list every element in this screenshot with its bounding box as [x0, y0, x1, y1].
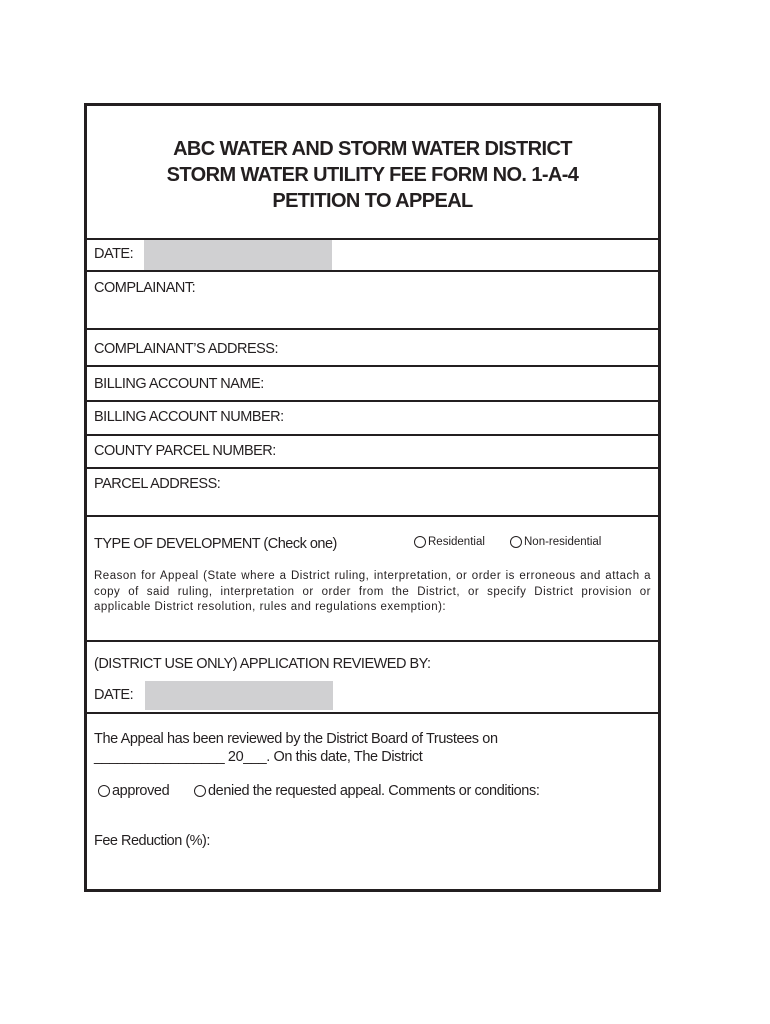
reviewed-by-label: (DISTRICT USE ONLY) APPLICATION REVIEWED BY: — [94, 656, 431, 672]
non-residential-radio[interactable] — [510, 536, 522, 548]
date-input[interactable] — [144, 240, 332, 270]
billing-account-name-label: BILLING ACCOUNT NAME: — [94, 376, 264, 392]
form-title-line-3: PETITION TO APPEAL — [272, 190, 473, 212]
review-date-label: DATE: — [94, 687, 134, 703]
non-residential-option[interactable] — [510, 536, 601, 548]
divider — [87, 640, 658, 642]
date-label: DATE: — [94, 246, 134, 262]
form-title-line-1: ABC WATER AND STORM WATER DISTRICT — [173, 138, 572, 160]
board-review-line-2: _________________ 20___. On this date, The District — [94, 749, 423, 765]
approved-label: approved — [112, 783, 170, 799]
fee-reduction-label: Fee Reduction (%): — [94, 833, 210, 849]
complainant-field[interactable] — [87, 272, 658, 328]
residential-option[interactable] — [414, 536, 485, 548]
review-date-input[interactable] — [145, 681, 333, 710]
billing-account-number-label: BILLING ACCOUNT NUMBER: — [94, 409, 284, 425]
denied-label: denied the requested appeal. Comments or conditions: — [208, 783, 540, 799]
residential-radio[interactable] — [414, 536, 426, 548]
non-residential-label: Non-residential — [524, 536, 602, 548]
county-parcel-number-label: COUNTY PARCEL NUMBER: — [94, 443, 276, 459]
divider — [87, 328, 658, 330]
board-review-line-1: The Appeal has been reviewed by the District Board of Trustees on — [94, 731, 498, 747]
divider — [87, 434, 658, 436]
complainant-label: COMPLAINANT: — [94, 280, 196, 296]
denied-option[interactable] — [194, 783, 539, 799]
divider — [87, 712, 658, 714]
divider — [87, 365, 658, 367]
parcel-address-label: PARCEL ADDRESS: — [94, 476, 221, 492]
reason-for-appeal-text: Reason for Appeal (State where a District ruling, interpretation, or order is erroneous and attach a copy of said ruling, interpretation or order from the District, or specify District provision or applicable District resolution, rules and regulations exemption): — [94, 570, 651, 613]
divider — [87, 400, 658, 402]
approved-radio[interactable] — [98, 785, 110, 797]
form-title-line-2: STORM WATER UTILITY FEE FORM NO. 1-A-4 — [166, 164, 579, 186]
denied-radio[interactable] — [194, 785, 206, 797]
development-type-label: TYPE OF DEVELOPMENT (Check one) — [94, 536, 337, 552]
divider — [87, 515, 658, 517]
complainant-address-label: COMPLAINANT’S ADDRESS: — [94, 341, 278, 357]
divider — [87, 467, 658, 469]
appeal-form — [84, 103, 661, 892]
residential-label: Residential — [428, 536, 485, 548]
approved-option[interactable] — [98, 783, 169, 799]
